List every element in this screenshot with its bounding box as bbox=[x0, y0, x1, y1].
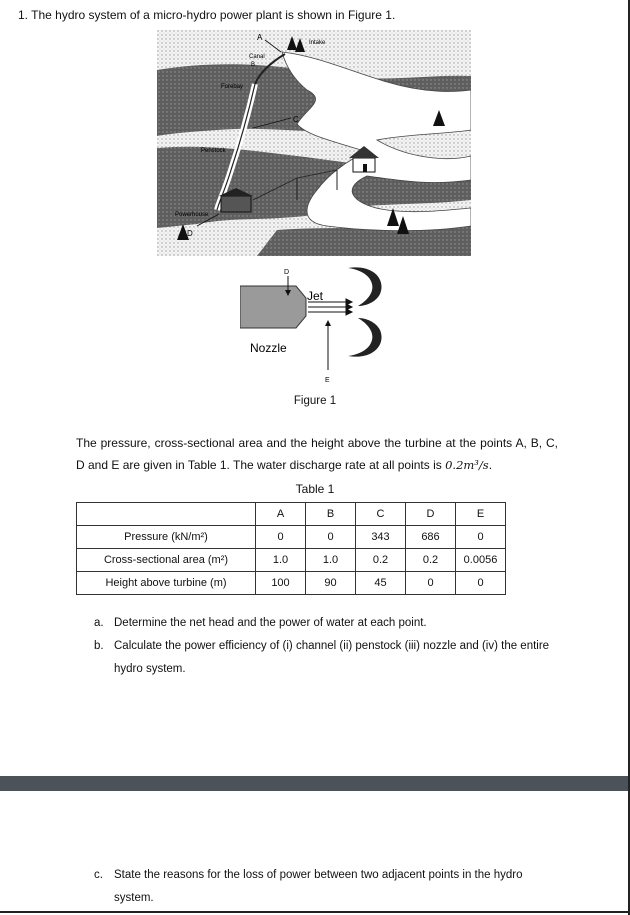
table-row bbox=[77, 549, 506, 572]
question-text: The hydro system of a micro-hydro power plant is shown in Figure 1. bbox=[31, 8, 396, 22]
task-a bbox=[94, 612, 564, 635]
header-C: C bbox=[356, 503, 406, 526]
table-cell: 686 bbox=[406, 526, 456, 549]
table-row bbox=[77, 526, 506, 549]
bottom-border bbox=[0, 911, 630, 913]
question-number: 1. bbox=[18, 8, 29, 22]
table-caption: Table 1 bbox=[295, 482, 335, 496]
row-label-pressure: Pressure (kN/m²) bbox=[77, 526, 256, 549]
table-cell: 0.2 bbox=[356, 549, 406, 572]
table-cell: 0 bbox=[456, 572, 506, 595]
label-B: B bbox=[251, 62, 256, 68]
section-divider bbox=[0, 776, 630, 791]
row-label-area: Cross-sectional area (m²) bbox=[77, 549, 256, 572]
label-A: A bbox=[257, 33, 263, 42]
table-row bbox=[77, 572, 506, 595]
label-jet: Jet bbox=[307, 289, 324, 303]
table-cell: 343 bbox=[356, 526, 406, 549]
discharge-rate: 0.2m³/s bbox=[445, 458, 489, 472]
header-D: D bbox=[406, 503, 456, 526]
label-D-nozzle: D bbox=[284, 269, 290, 276]
table-cell: 0.0056 bbox=[456, 549, 506, 572]
hydro-system-illustration bbox=[157, 30, 471, 256]
table-cell: 0 bbox=[306, 526, 356, 549]
land-lower bbox=[257, 226, 471, 256]
nozzle-jet-diagram bbox=[240, 262, 400, 392]
label-C: C bbox=[293, 115, 299, 124]
data-table bbox=[76, 502, 506, 595]
task-c bbox=[94, 864, 564, 910]
header-E: E bbox=[456, 503, 506, 526]
label-nozzle: Nozzle bbox=[250, 341, 287, 355]
table-header-row bbox=[77, 503, 506, 526]
label-penstock: Penstock bbox=[201, 148, 226, 154]
row-label-height: Height above turbine (m) bbox=[77, 572, 256, 595]
label-powerhouse: Powerhouse bbox=[175, 212, 209, 218]
table-cell: 1.0 bbox=[256, 549, 306, 572]
task-c-label: c. bbox=[94, 869, 103, 881]
task-b-text: Calculate the power efficiency of (i) channel (ii) penstock (iii) nozzle and (iv) the entire hydro system. bbox=[114, 640, 550, 675]
header-B: B bbox=[306, 503, 356, 526]
question-title bbox=[18, 8, 395, 22]
task-c-text: State the reasons for the loss of power between two adjacent points in the hydro system. bbox=[114, 869, 523, 904]
label-forebay: Forebay bbox=[221, 84, 244, 90]
label-canal: Canal bbox=[249, 54, 265, 60]
problem-paragraph: The pressure, cross-sectional area and the height above the turbine at the points A, B, C, D and E are given in Table 1. The water discharge rate at all points is 0.2m³/s. bbox=[76, 436, 558, 472]
table-cell: 100 bbox=[256, 572, 306, 595]
paragraph-text: The pressure, cross-sectional area and the height above the turbine at the points A, B, C, D and E are given in Table 1. The water discharge rate at all points is bbox=[76, 436, 558, 472]
task-c-block bbox=[94, 864, 564, 910]
table-cell: 0 bbox=[406, 572, 456, 595]
table-corner-cell bbox=[77, 503, 256, 526]
table-cell: 0.2 bbox=[406, 549, 456, 572]
task-b-label: b. bbox=[94, 640, 104, 652]
header-A: A bbox=[256, 503, 306, 526]
table-cell: 45 bbox=[356, 572, 406, 595]
label-E: E bbox=[325, 377, 330, 384]
task-a-text: Determine the net head and the power of water at each point. bbox=[114, 617, 427, 629]
task-list bbox=[94, 612, 564, 681]
table-cell: 0 bbox=[256, 526, 306, 549]
task-b bbox=[94, 635, 564, 681]
label-intake: Intake bbox=[309, 40, 326, 46]
table-cell: 90 bbox=[306, 572, 356, 595]
label-D: D bbox=[187, 229, 193, 238]
figure-caption: Figure 1 bbox=[293, 395, 337, 407]
nozzle-body bbox=[240, 286, 306, 328]
task-a-label: a. bbox=[94, 617, 104, 629]
table-cell: 0 bbox=[456, 526, 506, 549]
table-cell: 1.0 bbox=[306, 549, 356, 572]
